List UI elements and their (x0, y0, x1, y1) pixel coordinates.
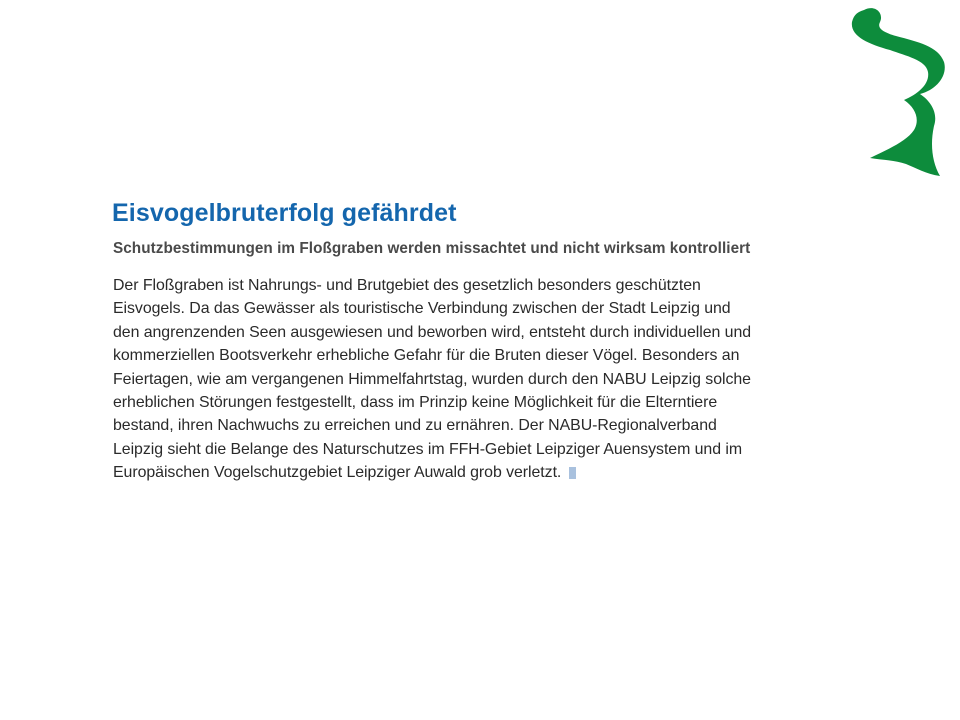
article (112, 196, 852, 485)
article-body (113, 274, 852, 485)
article-body-line: Der Floßgraben ist Nahrungs- und Brutgebiet des gesetzlich besonders geschützten (113, 277, 701, 294)
article-body-line: erheblichen Störungen festgestellt, dass im Prinzip keine Möglichkeit für die Elterntiere (113, 394, 718, 412)
green-wave-logo-icon (846, 6, 950, 182)
article-body-line: Leipzig sieht die Belange des Naturschutzes im FFH-Gebiet Leipziger Auensystem und im (113, 440, 743, 458)
article-body-line-text: Europäischen Vogelschutzgebiet Leipziger Auwald grob verletzt. (113, 464, 562, 482)
article-subheadline: Schutzbestimmungen im Floßgraben werden missachtet und nicht wirksam kontrolliert (113, 240, 751, 257)
article-body-last-line (113, 461, 852, 484)
article-body-line: Feiertagen, wie am vergangenen Himmelfahrtstag, wurden durch den NABU Leipzig solche (113, 370, 751, 388)
logo-wave-shape (852, 8, 945, 176)
article-body-line: den angrenzenden Seen ausgewiesen und beworben wird, entsteht durch individuellen und (113, 323, 752, 341)
article-body-line: kommerziellen Bootsverkehr erhebliche Gefahr für die Bruten dieser Vögel. Besonders an (113, 347, 740, 365)
article-body-line: Eisvogels. Da das Gewässer als touristische Verbindung zwischen der Stadt Leipzig und (113, 300, 731, 318)
article-body-line: bestand, ihren Nachwuchs zu erreichen und zu ernähren. Der NABU-Regionalverband (113, 417, 717, 435)
text-cursor-mark (569, 467, 576, 479)
article-headline: Eisvogelbruterfolg gefährdet (112, 199, 457, 227)
